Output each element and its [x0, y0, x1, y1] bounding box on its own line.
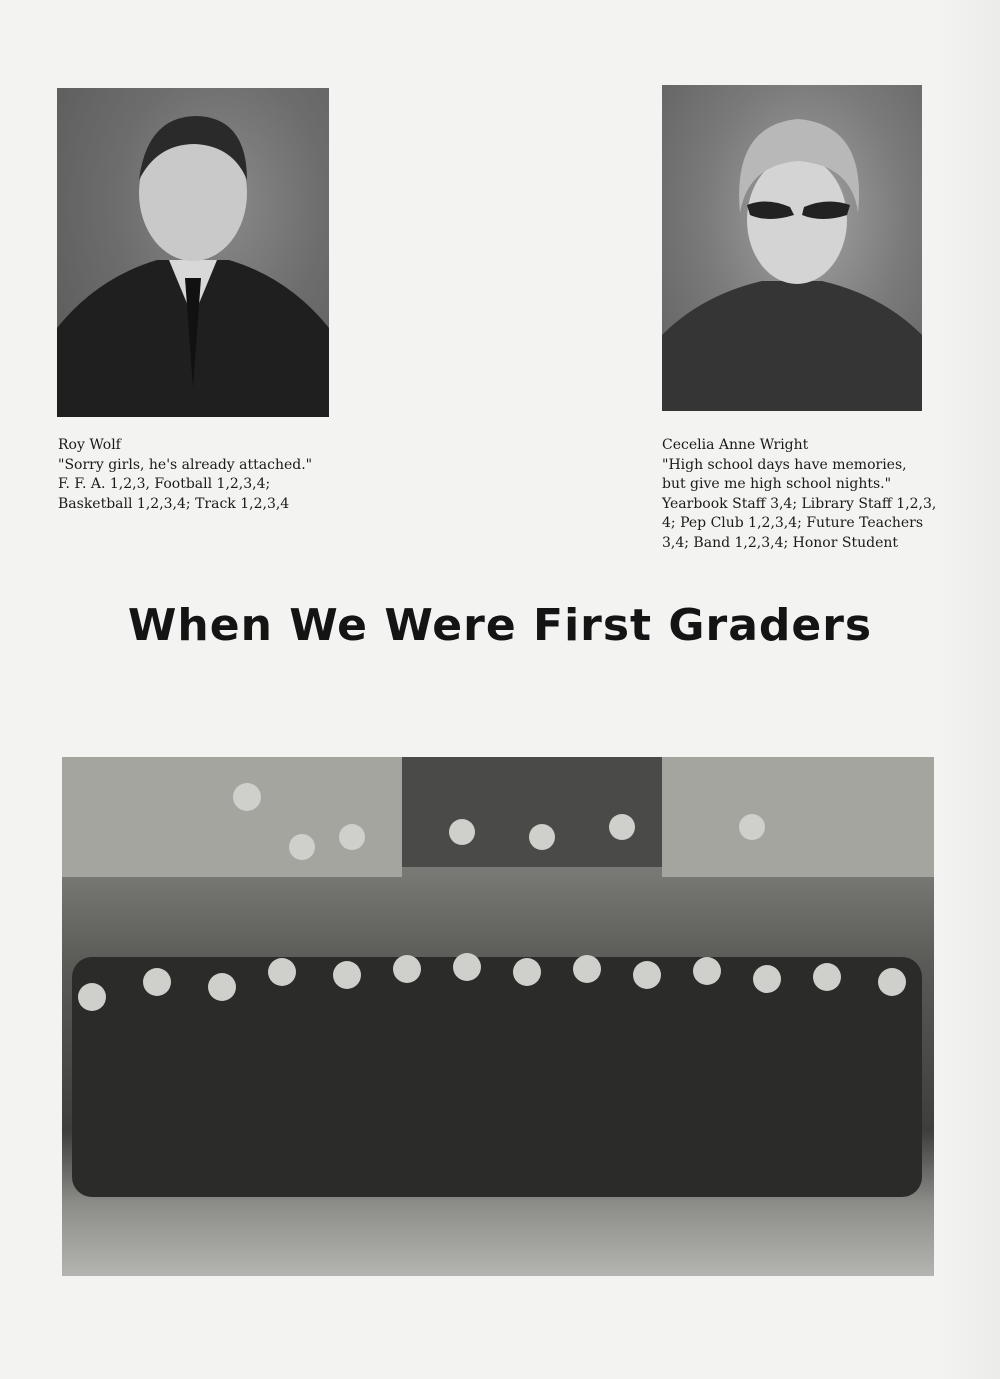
- page-edge: [938, 0, 1000, 1379]
- student-activities-line: 3,4; Band 1,2,3,4; Honor Student: [662, 534, 898, 551]
- portrait-photo-roy-wolf: [57, 88, 329, 417]
- student-activities-line: Yearbook Staff 3,4; Library Staff 1,2,3,: [662, 495, 937, 512]
- student-name: Cecelia Anne Wright: [662, 437, 809, 453]
- student-activities-line: F. F. A. 1,2,3, Football 1,2,3,4;: [58, 476, 271, 492]
- class-photo-illustration: [62, 757, 934, 1276]
- student-quote: "Sorry girls, he's already attached.": [58, 456, 313, 473]
- section-headline: When We Were First Graders: [127, 600, 873, 651]
- portrait-photo-cecelia-anne-wright: [662, 85, 922, 411]
- student-quote-continued: but give me high school nights.": [662, 476, 892, 492]
- student-quote: "High school days have memories,: [662, 456, 907, 473]
- student-activities-line: 4; Pep Club 1,2,3,4; Future Teachers: [662, 515, 924, 531]
- student-activities-line: Basketball 1,2,3,4; Track 1,2,3,4: [58, 495, 290, 512]
- student-caption-roy-wolf: [58, 436, 312, 514]
- portrait-illustration: [57, 88, 329, 417]
- first-grade-class-photo: [62, 757, 934, 1276]
- student-caption-cecelia-anne-wright: [662, 436, 936, 553]
- student-name: Roy Wolf: [58, 437, 121, 453]
- portrait-illustration: [662, 85, 922, 411]
